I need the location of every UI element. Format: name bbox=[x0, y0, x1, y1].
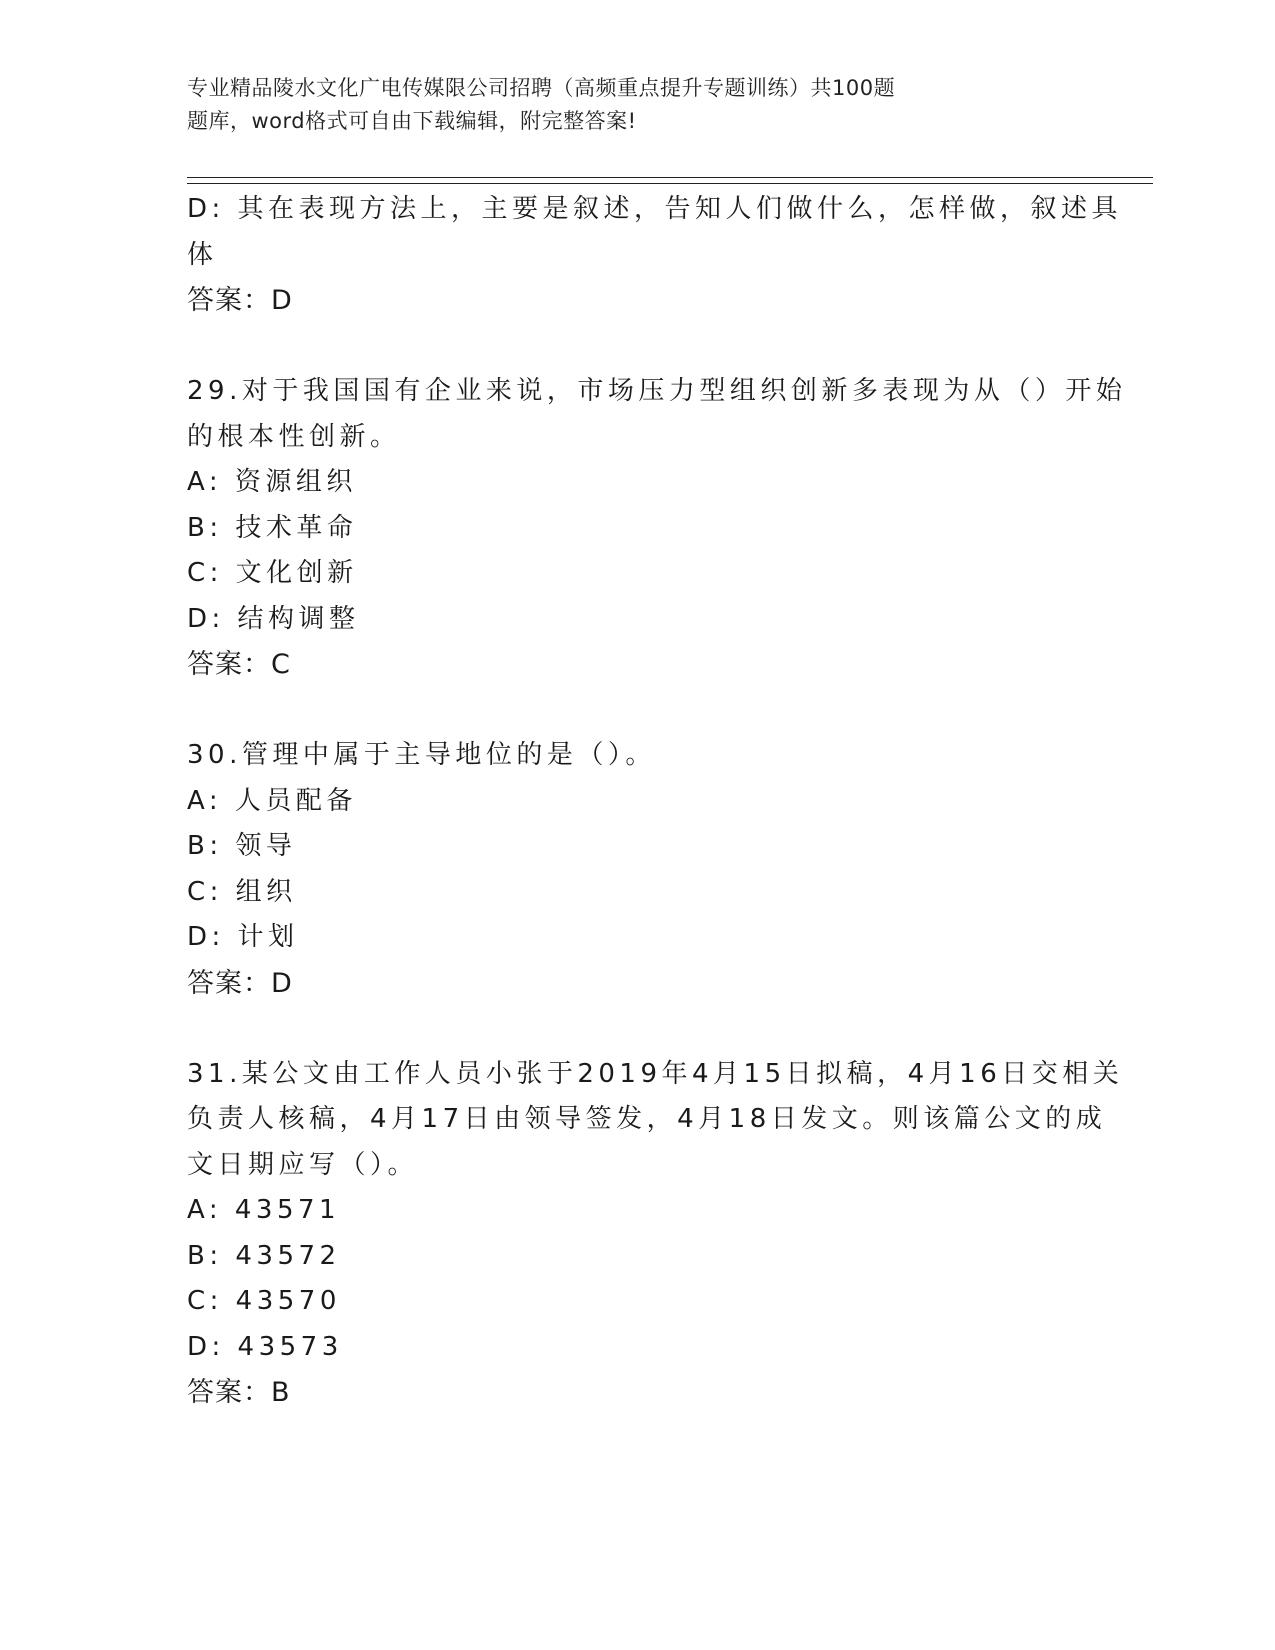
question-stem-line3: 文日期应写（）。 bbox=[187, 1149, 419, 1180]
option-d: D: 结构调整 bbox=[187, 603, 360, 634]
option-b: B: 技术革命 bbox=[187, 512, 358, 543]
option-d-line2: 体 bbox=[187, 239, 218, 270]
question-stem-line2: 的根本性创新。 bbox=[187, 421, 401, 452]
option-a: A: 资源组织 bbox=[187, 467, 357, 497]
question-29 bbox=[187, 369, 1127, 688]
option-a: A: 人员配备 bbox=[187, 785, 357, 816]
answer-line: 答案：C bbox=[187, 649, 291, 680]
option-d: D: 计划 bbox=[187, 922, 299, 952]
option-a: A: 43571 bbox=[187, 1195, 341, 1225]
header-divider-bottom bbox=[187, 183, 1153, 184]
option-b: B: 领导 bbox=[187, 831, 297, 861]
question-stem-line2: 负责人核稿，4月17日由领导签发，4月18日发文。则该篇公文的成 bbox=[187, 1104, 1107, 1134]
option-c: C: 组织 bbox=[187, 876, 297, 907]
header-title-line2: 题库，word格式可自由下载编辑，附完整答案! bbox=[187, 109, 637, 133]
option-d: D: 43573 bbox=[187, 1331, 343, 1362]
question-fragment bbox=[187, 187, 1123, 324]
option-d-line1: D: 其在表现方法上，主要是叙述，告知人们做什么，怎样做，叙述具 bbox=[187, 194, 1123, 224]
spacer bbox=[187, 324, 1087, 370]
question-stem-line1: 30.管理中属于主导地位的是（）。 bbox=[187, 740, 656, 770]
question-30 bbox=[187, 733, 1087, 1006]
document-body bbox=[187, 187, 1127, 1416]
document-header bbox=[187, 72, 1017, 138]
option-c: C: 文化创新 bbox=[187, 558, 358, 588]
header-divider-top bbox=[187, 177, 1153, 178]
header-title-line1: 专业精品陵水文化广电传媒限公司招聘（高频重点提升专题训练）共100题 bbox=[187, 76, 896, 100]
answer-line: 答案：D bbox=[187, 967, 293, 999]
question-stem-line1: 29.对于我国国有企业来说，市场压力型组织创新多表现为从（）开始 bbox=[187, 376, 1127, 406]
option-b: B: 43572 bbox=[187, 1240, 341, 1271]
answer-line: 答案：B bbox=[187, 1377, 291, 1408]
question-31 bbox=[187, 1052, 1124, 1416]
spacer bbox=[187, 688, 1087, 734]
spacer bbox=[187, 1006, 1087, 1052]
answer-line: 答案：D bbox=[187, 285, 293, 316]
option-c: C: 43570 bbox=[187, 1286, 341, 1316]
question-stem-line1: 31.某公文由工作人员小张于2019年4月15日拟稿，4月16日交相关 bbox=[187, 1058, 1124, 1089]
